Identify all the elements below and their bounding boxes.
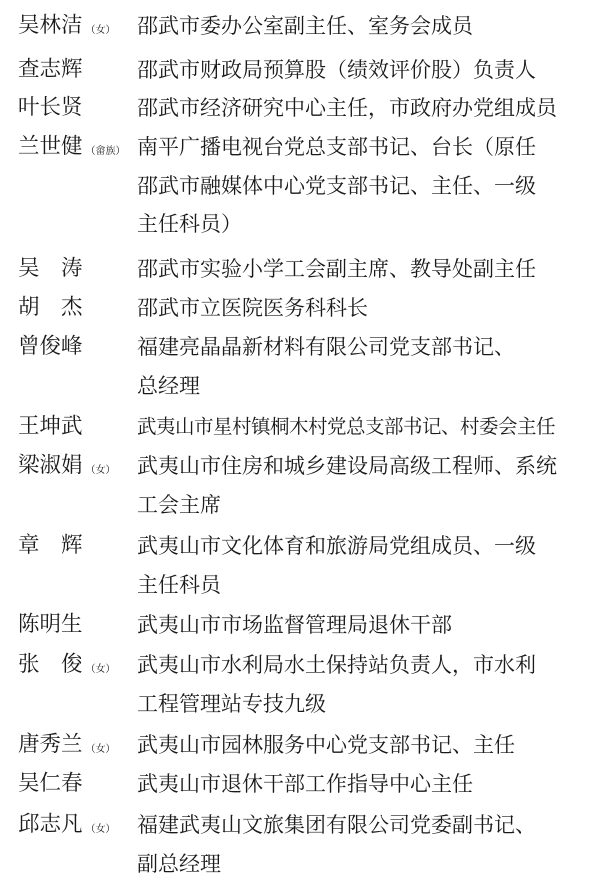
- person-position: 福建武夷山文旅集团有限公司党委副书记、 副总经理: [137, 813, 536, 876]
- person-name: 吴林洁 （女）: [18, 13, 116, 38]
- person-name: 曾俊峰: [18, 334, 83, 359]
- person-position: 武夷山市退休干部工作指导中心主任: [137, 772, 473, 796]
- person-note: （女）: [85, 664, 116, 675]
- person-position: 武夷山市水利局水土保持站负责人，市水利 工程管理站专技九级: [137, 653, 536, 716]
- person-name: 邱志凡 （女）: [18, 812, 116, 837]
- person-name: 兰世健 （畲族）: [18, 134, 126, 159]
- person-note: （女）: [85, 744, 116, 755]
- person-note: （女）: [85, 465, 116, 476]
- person-name: 胡 杰: [18, 295, 83, 320]
- person-position: 邵武市立医院医务科科长: [137, 296, 368, 320]
- person-position: 武夷山市文化体育和旅游局党组成员、一级 主任科员: [137, 534, 536, 597]
- person-name: 王坤武: [18, 414, 83, 439]
- person-position: 武夷山市市场监督管理局退休干部: [137, 613, 452, 637]
- person-position: 邵武市经济研究中心主任，市政府办党组成员: [137, 96, 557, 120]
- person-name: 查志辉: [18, 57, 83, 82]
- person-position: 福建亮晶晶新材料有限公司党支部书记、 总经理: [137, 335, 515, 398]
- person-note: （女）: [85, 824, 116, 835]
- person-name: 陈明生: [18, 612, 83, 637]
- person-name: 张 俊 （女）: [18, 652, 116, 677]
- person-name: 章 辉: [18, 533, 83, 558]
- person-position: 武夷山市园林服务中心党支部书记、主任: [137, 733, 515, 757]
- person-position: 南平广播电视台党总支部书记、台长（原任 邵武市融媒体中心党支部书记、主任、一级 主任科员）: [137, 135, 536, 236]
- person-name: 梁淑娟 （女）: [18, 453, 116, 478]
- person-position: 邵武市实验小学工会副主席、教导处副主任: [137, 257, 536, 281]
- person-position: 武夷山市星村镇桐木村党总支部书记、村委会主任: [137, 415, 556, 438]
- person-name: 吴 涛: [18, 256, 83, 281]
- person-name: 叶长贤: [18, 95, 83, 120]
- person-note: （女）: [85, 25, 116, 36]
- person-position: 武夷山市住房和城乡建设局高级工程师、系统 工会主席: [137, 454, 557, 517]
- person-name: 唐秀兰 （女）: [18, 732, 116, 757]
- person-position: 邵武市财政局预算股（绩效评价股）负责人: [137, 58, 536, 82]
- person-name: 吴仁春: [18, 771, 83, 796]
- person-note: （畲族）: [85, 146, 126, 157]
- person-position: 邵武市委办公室副主任、室务会成员: [137, 14, 473, 38]
